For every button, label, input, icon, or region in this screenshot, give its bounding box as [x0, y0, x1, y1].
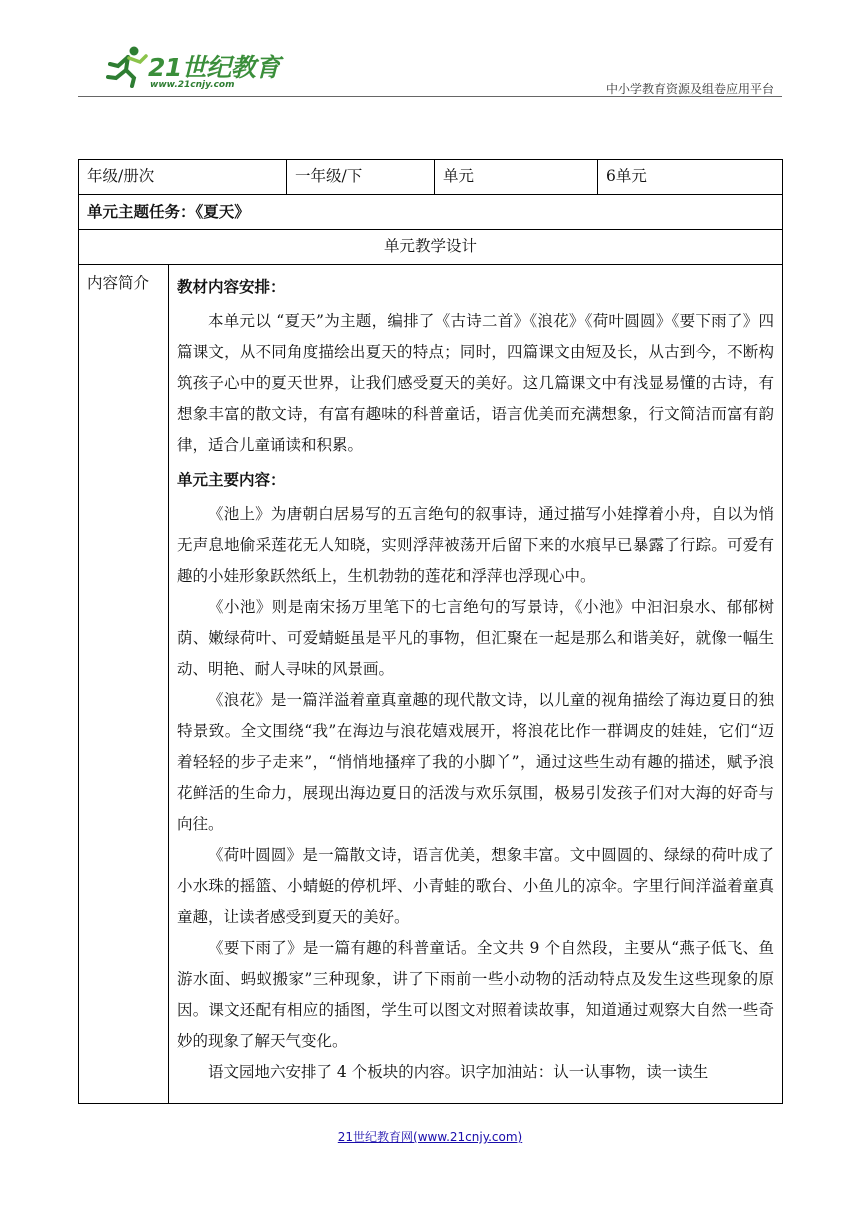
content-paragraph: 本单元以 “夏天”为主题，编排了《古诗二首》《浪花》《荷叶圆圆》《要下雨了》四篇课文，从不同角度描绘出夏天的特点；同时，四篇课文由短及长，从古到今，不断构筑孩子心中的夏天世界，让我们感受夏天的美好。这几篇课文中有浅显易懂的古诗，有想象丰富的散文诗，有富有趣味的科普童话，语言优美而充满想象，行文简洁而富有韵律，适合儿童诵读和积累。: [177, 312, 775, 454]
section-title: 教材内容安排：: [177, 277, 286, 296]
logo-url: www.21cnjy.com: [150, 80, 235, 90]
table-row: [79, 160, 783, 195]
design-title: 单元教学设计: [79, 230, 783, 265]
section-title: 单元主要内容：: [177, 470, 286, 489]
content-paragraph: 《荷叶圆圆》是一篇散文诗，语言优美，想象丰富。文中圆圆的、绿绿的荷叶成了小水珠的摇篮、小蜻蜓的停机坪、小青蛙的歌台、小鱼儿的凉伞。字里行间洋溢着童真童趣，让读者感受到夏天的美好。: [177, 846, 775, 926]
content-cell: [169, 265, 783, 1104]
grade-value: 一年级/下: [287, 160, 435, 195]
content-body: [177, 272, 774, 1103]
content-paragraph: 《小池》则是南宋扬万里笔下的七言绝句的写景诗，《小池》中汩汩泉水、郁郁树荫、嫩绿荷叶、可爱蜻蜓虽是平凡的事物，但汇聚在一起是那么和谐美好，就像一幅生动、明艳、耐人寻味的风景画。: [177, 598, 775, 678]
table-row: [79, 265, 783, 1104]
header-divider: [78, 96, 782, 97]
unit-label: 单元: [435, 160, 598, 195]
content-paragraph: 《池上》为唐朝白居易写的五言绝句的叙事诗，通过描写小娃撑着小舟，自以为悄无声息地偷采莲花无人知晓，实则浮萍被荡开后留下来的水痕早已暴露了行踪。可爱有趣的小娃形象跃然纸上，生机勃勃的莲花和浮萍也浮现心中。: [177, 505, 775, 585]
unit-theme-task: 单元主题任务：《夏天》: [79, 195, 783, 230]
runner-logo-icon: [104, 44, 150, 88]
page-footer: [0, 1128, 860, 1145]
grade-label: 年级/册次: [79, 160, 287, 195]
footer-link[interactable]: 21世纪教育网(www.21cnjy.com): [337, 1130, 523, 1144]
page-header: [0, 0, 860, 100]
table-row: [79, 195, 783, 230]
content-paragraph: 《要下雨了》是一篇有趣的科普童话。全文共 9 个自然段，主要从“燕子低飞、鱼游水面、蚂蚁搬家”三种现象，讲了下雨前一些小动物的活动特点及发生这些现象的原因。课文还配有相应的插图，学生可以图文对照着读故事，知道通过观察大自然一些奇妙的现象了解天气变化。: [177, 939, 775, 1050]
logo-text: 21世纪教育: [148, 53, 280, 82]
unit-design-table: [78, 159, 783, 1104]
content-paragraph: 语文园地六安排了 4 个板块的内容。识字加油站：认一认事物，读一读生: [208, 1063, 709, 1081]
unit-value: 6单元: [598, 160, 783, 195]
logo: [104, 44, 284, 94]
table-row: [79, 230, 783, 265]
category-label: 内容简介: [79, 265, 169, 1104]
content-paragraph: 《浪花》是一篇洋溢着童真童趣的现代散文诗，以儿童的视角描绘了海边夏日的独特景致。全文围绕“我”在海边与浪花嬉戏展开，将浪花比作一群调皮的娃娃，它们“迈着轻轻的步子走来”，“悄悄地搔痒了我的小脚丫”，通过这些生动有趣的描述，赋予浪花鲜活的生命力，展现出海边夏日的活泼与欢乐氛围，极易引发孩子们对大海的好奇与向往。: [177, 691, 775, 833]
platform-name: 中小学教育资源及组卷应用平台: [605, 82, 774, 96]
